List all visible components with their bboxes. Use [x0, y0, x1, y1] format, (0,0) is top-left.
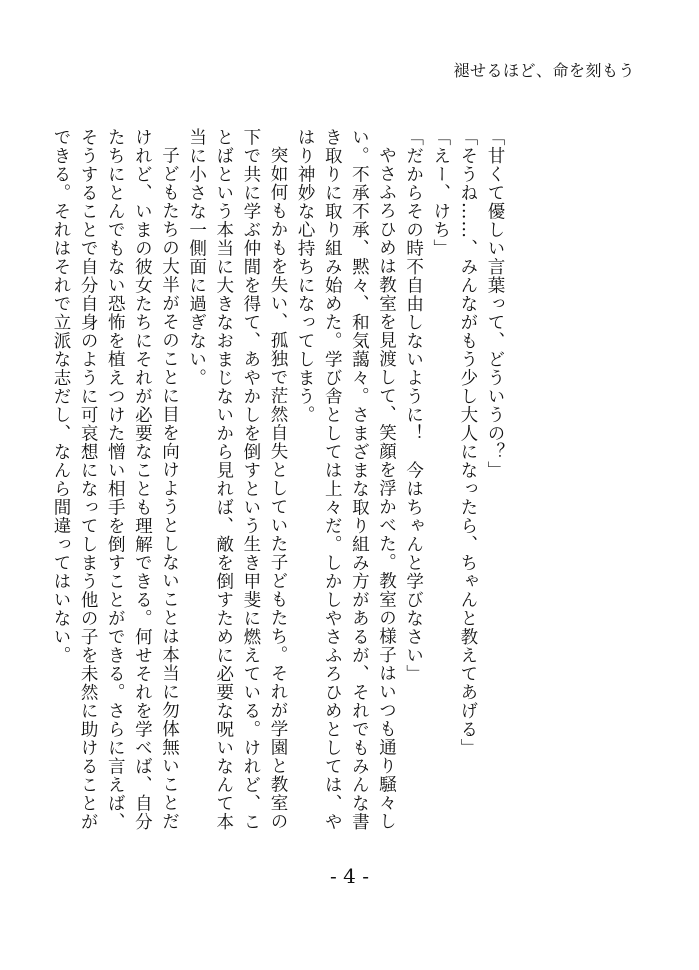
dialogue-line: 「そうね……、みんながもう少し大人になったら、ちゃんと教えてあげる」 — [457, 128, 478, 757]
page-number: - 4 - — [330, 864, 369, 888]
dialogue-line: 「甘くて優しい言葉って、どういうの？」 — [485, 128, 505, 480]
paragraph: 突如何もかもを失い、孤独で茫然自失としていた子どもたち。それが学園と教室の下で共に学ぶ仲間を得て、あやかしを倒すという生き甲斐に燃えている。けれど、ことばという本当に大きなおまじないから見れば、敵を倒すために必要な呪いなんて本当に小さな一側面に過ぎない。 — [186, 128, 288, 831]
paragraph: やさふろひめは教室を見渡して、笑顔を浮かべた。教室の様子はいつも通り騒々しい。不承不承、黙々、和気藹々。さまざまな取り組み方があるが、それでもみんな書き取りに取り組み始めた。学び舎としては上々だ。しかしやさふろひめとしては、やはり神妙な心持ちになってしまう。 — [295, 128, 397, 831]
running-header: 褪せるほど、命を刻もう — [453, 61, 635, 80]
dialogue-line: 「えー、けち」 — [430, 128, 451, 258]
paragraph: 子どもたちの大半がそのことに目を向けようとしないことは本当に勿体無いことだけれど、いまの彼女たちにそれが必要なことも理解できる。何せそれを学べば、自分たちにとんでもない恐怖を植えつけた憎い相手を倒すことができる。さらに言えば、そうすることで自分自身のように可哀想になってしまう他の子を未然に助けることができる。それはそれで立派な志だし、なんら間違ってはいない。 — [51, 128, 180, 831]
body-text — [51, 128, 508, 848]
dialogue-line: 「だからその時不自由しないように！ 今はちゃんと学びなさい」 — [403, 128, 424, 683]
